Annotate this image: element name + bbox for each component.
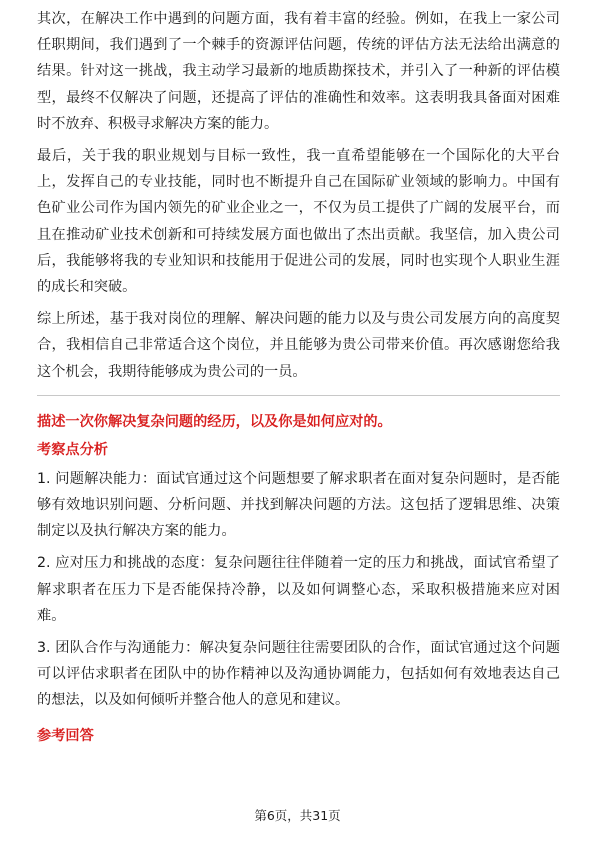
body-paragraph: 最后，关于我的职业规划与目标一致性，我一直希望能够在一个国际化的大平台上，发挥自己的专业技能，同时也不断提升自己在国际矿业领域的影响力。中国有色矿业公司作为国内领先的矿业企业之一，不仅为员工提供了广阔的发展平台，而且在推动矿业技术创新和可持续发展方面也做出了杰出贡献。我坚信，加入贵公司后，我能够将我的专业知识和技能用于促进公司的发展，同时也实现个人职业生涯的成长和突破。 [37, 148, 560, 296]
analysis-item: 3. 团队合作与沟通能力：解决复杂问题往往需要团队的合作，面试官通过这个问题可以评估求职者在团队中的协作精神以及沟通协调能力，包括如何有效地表达自己的想法，以及如何倾听并整合他人的意见和建议。 [37, 640, 560, 709]
page-content [37, 6, 560, 748]
body-paragraph: 其次，在解决工作中遇到的问题方面，我有着丰富的经验。例如，在我上一家公司任职期间，我们遇到了一个棘手的资源评估问题，传统的评估方法无法给出满意的结果。针对这一挑战，我主动学习最新的地质勘探技术，并引入了一种新的评估模型，最终不仅解决了问题，还提高了评估的准确性和效率。这表明我具备面对困难时不放弃、积极寻求解决方案的能力。 [37, 11, 560, 132]
page-number: 第6页，共31页 [254, 808, 341, 823]
reference-answer-heading: 参考回答 [37, 727, 94, 744]
body-paragraph: 综上所述，基于我对岗位的理解、解决问题的能力以及与贵公司发展方向的高度契合，我相信自己非常适合这个岗位，并且能够为贵公司带来价值。再次感谢您给我这个机会，我期待能够成为贵公司的一员。 [37, 311, 560, 380]
analysis-item: 2. 应对压力和挑战的态度：复杂问题往往伴随着一定的压力和挑战，面试官希望了解求职者在压力下是否能保持冷静，以及如何调整心态，采取积极措施来应对困难。 [37, 555, 560, 624]
analysis-item: 1. 问题解决能力：面试官通过这个问题想要了解求职者在面对复杂问题时，是否能够有效地识别问题、分析问题、并找到解决问题的方法。这包括了逻辑思维、决策制定以及执行解决方案的能力。 [37, 470, 560, 540]
section-divider [37, 395, 560, 396]
interview-question: 描述一次你解决复杂问题的经历，以及你是如何应对的。 [37, 413, 392, 430]
analysis-heading: 考察点分析 [37, 441, 108, 458]
